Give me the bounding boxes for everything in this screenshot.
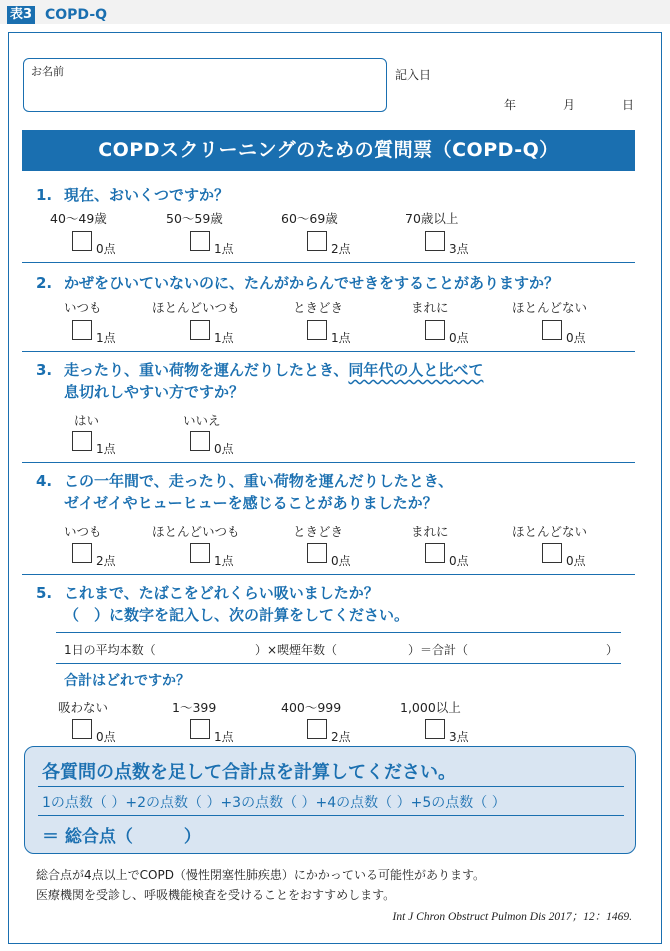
question-1-text: 現在、おいくつですか？ [64,186,230,204]
q5-option-label: 吸わない [58,700,109,715]
question-2-number: 2. [36,274,53,292]
q5-points: 0点 [96,730,116,744]
q1-option-label: 70歳以上 [405,211,459,226]
q2-option-label: ときどき [293,300,344,315]
q4-option-label: ほとんどない [512,524,588,539]
q5-checkbox[interactable] [307,719,327,739]
month-label: 月 [563,98,576,112]
separator [22,462,635,463]
q5-option-label: 1～399 [172,700,217,715]
q3-points: 1点 [96,442,116,456]
question-1-number: 1. [36,186,53,204]
q5-points: 1点 [214,730,234,744]
q1-points: 2点 [331,242,351,256]
date-label: 記入日 [395,68,432,82]
question-4-number: 4. [36,472,53,490]
question-4-text-b: ゼイゼイやヒューヒューを感じることがありましたか？ [64,494,438,512]
q3-checkbox[interactable] [190,431,210,451]
q1-points: 0点 [96,242,116,256]
question-5-text-a: これまで、たばこをどれくらい吸いましたか？ [64,584,379,602]
q4-checkbox[interactable] [542,543,562,563]
question-5-number: 5. [36,584,53,602]
q4-points: 1点 [214,554,234,568]
total-score: ＝ 総合点（ ） [42,827,201,847]
q4-points: 0点 [566,554,586,568]
q2-points: 1点 [96,331,116,345]
q5-points: 3点 [449,730,469,744]
q2-checkbox[interactable] [72,320,92,340]
q1-option-label: 60～69歳 [281,211,338,226]
question-2-text: かぜをひいていないのに、たんがからんでせきをすることがありますか？ [64,274,560,292]
separator [22,574,635,575]
q1-checkbox[interactable] [425,231,445,251]
q2-checkbox[interactable] [425,320,445,340]
q2-points: 1点 [331,331,351,345]
question-3-underlined-text: 同年代の人と比べて [348,361,484,379]
q2-checkbox[interactable] [542,320,562,340]
summary-rule [38,786,624,787]
q3-option-label: はい [74,413,100,428]
question-3-number: 3. [36,361,53,379]
calc-close-paren: ） [606,643,619,657]
name-field[interactable] [23,58,387,112]
q1-points: 1点 [214,242,234,256]
smoking-years-label: ）×喫煙年数（ [255,643,338,657]
q4-checkbox[interactable] [307,543,327,563]
q4-option-label: ときどき [293,524,344,539]
header-title: COPD-Q [45,7,108,23]
form-title: COPDスクリーニングのための質問票（COPD-Q） [22,130,635,171]
q1-option-label: 50～59歳 [166,211,223,226]
question-3-text-a: 走ったり、重い荷物を運んだりしたとき、 [64,361,349,379]
q3-option-label: いいえ [183,413,221,428]
question-4 [36,470,453,514]
points-sum-formula: 1の点数（ ）+2の点数（ ）+3の点数（ ）+4の点数（ ）+5の点数（ ） [42,795,506,811]
q5-checkbox[interactable] [425,719,445,739]
note-line-1: 総合点が4点以上でCOPD（慢性閉塞性肺疾患）にかかっている可能性があります。 [36,868,485,882]
q2-option-label: ほとんどいつも [152,300,240,315]
q2-points: 0点 [566,331,586,345]
q2-option-label: ほとんどない [512,300,588,315]
q5-points: 2点 [331,730,351,744]
question-3 [36,359,483,403]
separator [22,351,635,352]
q2-option-label: まれに [411,300,449,315]
q5-checkbox[interactable] [190,719,210,739]
question-5-subquestion: 合計はどれですか？ [64,673,190,689]
question-1 [36,184,229,206]
separator [22,262,635,263]
citation: Int J Chron Obstruct Pulmon Dis 2017；12：1469. [392,911,632,923]
daily-cigarettes-label: 1日の平均本数（ [64,643,156,657]
q3-checkbox[interactable] [72,431,92,451]
q4-checkbox[interactable] [190,543,210,563]
q4-option-label: まれに [411,524,449,539]
question-2 [36,272,559,294]
summary-rule [38,815,624,816]
q4-checkbox[interactable] [72,543,92,563]
q1-points: 3点 [449,242,469,256]
q4-checkbox[interactable] [425,543,445,563]
note-line-2: 医療機関を受診し、呼吸機能検査を受けることをおすすめします。 [36,888,396,902]
year-label: 年 [504,98,517,112]
q1-option-label: 40～49歳 [50,211,107,226]
table-number-tag: 表3 [7,6,35,24]
q2-points: 0点 [449,331,469,345]
q4-points: 0点 [331,554,351,568]
summary-title: 各質問の点数を足して合計点を計算してください。 [42,762,456,783]
q4-points: 0点 [449,554,469,568]
question-3-text-b: 息切れしやすい方ですか？ [64,383,245,401]
question-4-text-a: この一年間で、走ったり、重い荷物を運んだりしたとき、 [64,472,454,490]
question-5-text-b: （ ）に数字を記入し、次の計算をしてください。 [64,606,410,624]
q4-option-label: いつも [64,524,102,539]
day-label: 日 [622,98,635,112]
q2-checkbox[interactable] [190,320,210,340]
q2-points: 1点 [214,331,234,345]
q4-points: 2点 [96,554,116,568]
q1-checkbox[interactable] [307,231,327,251]
q2-option-label: いつも [64,300,102,315]
name-label: お名前 [31,65,64,78]
q3-points: 0点 [214,442,234,456]
question-5 [36,582,409,626]
q2-checkbox[interactable] [307,320,327,340]
q5-option-label: 400～999 [281,700,342,715]
q5-option-label: 1,000以上 [400,700,461,715]
q1-checkbox[interactable] [72,231,92,251]
total-label: ）＝合計（ [408,643,469,657]
q4-option-label: ほとんどいつも [152,524,240,539]
q5-checkbox[interactable] [72,719,92,739]
q1-checkbox[interactable] [190,231,210,251]
